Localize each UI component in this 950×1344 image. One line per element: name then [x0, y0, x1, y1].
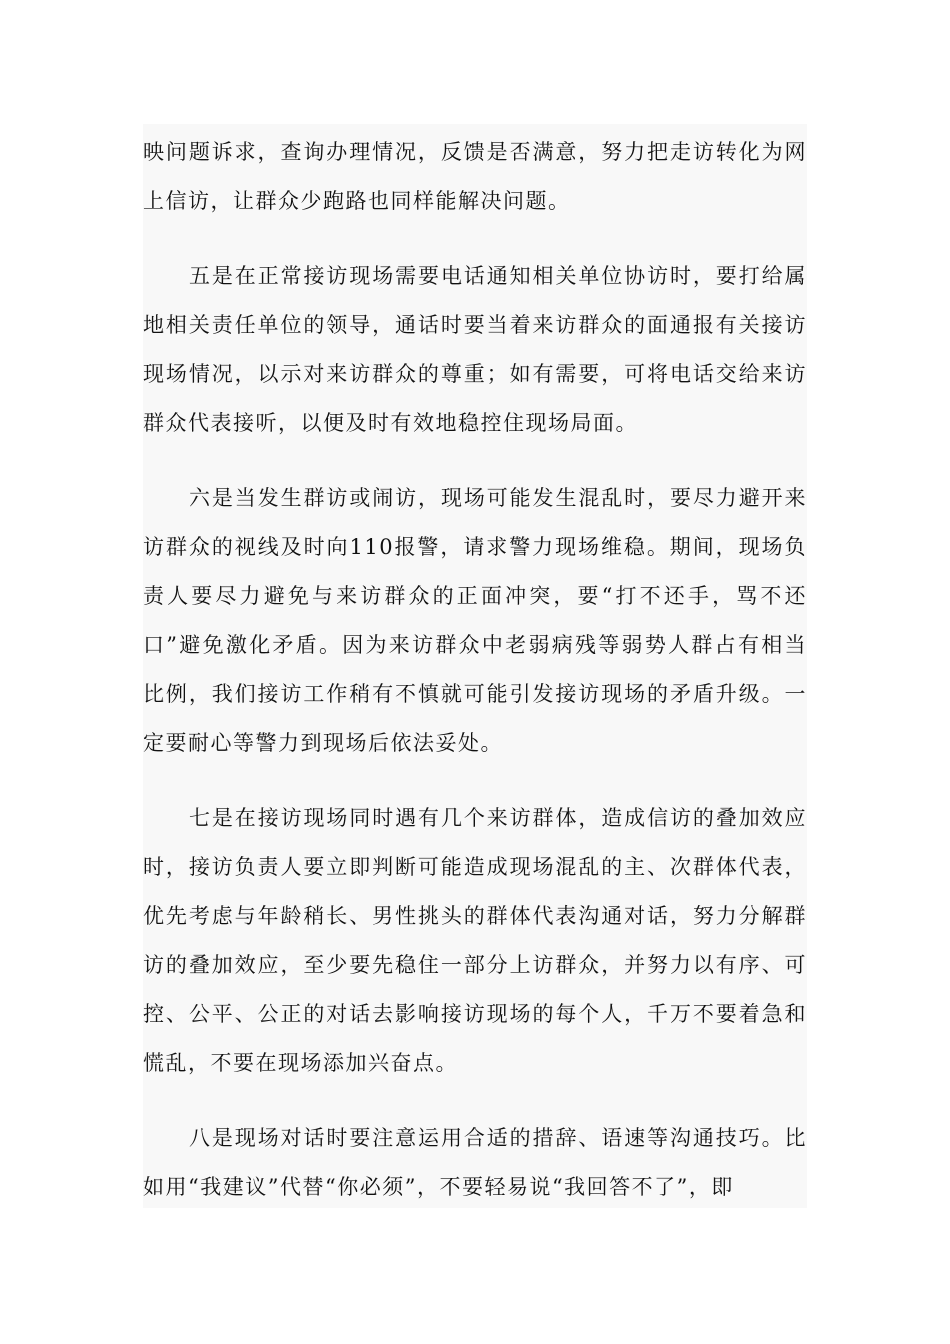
- paragraph-continuation: 映问题诉求，查询办理情况，反馈是否满意，努力把走访转化为网上信访，让群众少跑路也同样能解决问题。: [143, 140, 807, 213]
- paragraph-point-7: 七是在接访现场同时遇有几个来访群体，造成信访的叠加效应时，接访负责人要立即判断可能造成现场混乱的主、次群体代表，优先考虑与年龄稍长、男性挑头的群体代表沟通对话，努力分解群访的叠加效应，至少要先稳住一部分上访群众，并努力以有序、可控、公平、公正的对话去影响接访现场的每个人，千万不要着急和慌乱，不要在现场添加兴奋点。: [143, 806, 807, 1075]
- paragraph-gap: [143, 768, 807, 794]
- paragraph-gap: [143, 226, 807, 252]
- paragraph-point-5: 五是在正常接访现场需要电话通知相关单位协访时，要打给属地相关责任单位的领导，通话时要当着来访群众的面通报有关接访现场情况，以示对来访群众的尊重；如有需要，可将电话交给来访群众代表接听，以便及时有效地稳控住现场局面。: [143, 264, 807, 435]
- paragraph-gap: [143, 1088, 807, 1114]
- document-body: [143, 124, 807, 1208]
- paragraph-gap: [143, 448, 807, 474]
- paragraph-point-8: 八是现场对话时要注意运用合适的措辞、语速等沟通技巧。比如用“我建议”代替“你必须”，不要轻易说“我回答不了”，即: [143, 1126, 807, 1199]
- paragraph-point-6: 六是当发生群访或闹访，现场可能发生混乱时，要尽力避开来访群众的视线及时向110报警，请求警力现场维稳。期间，现场负责人要尽力避免与来访群众的正面冲突，要“打不还手，骂不还口”避免激化矛盾。因为来访群众中老弱病残等弱势人群占有相当比例，我们接访工作稍有不慎就可能引发接访现场的矛盾升级。一定要耐心等警力到现场后依法妥处。: [143, 486, 807, 755]
